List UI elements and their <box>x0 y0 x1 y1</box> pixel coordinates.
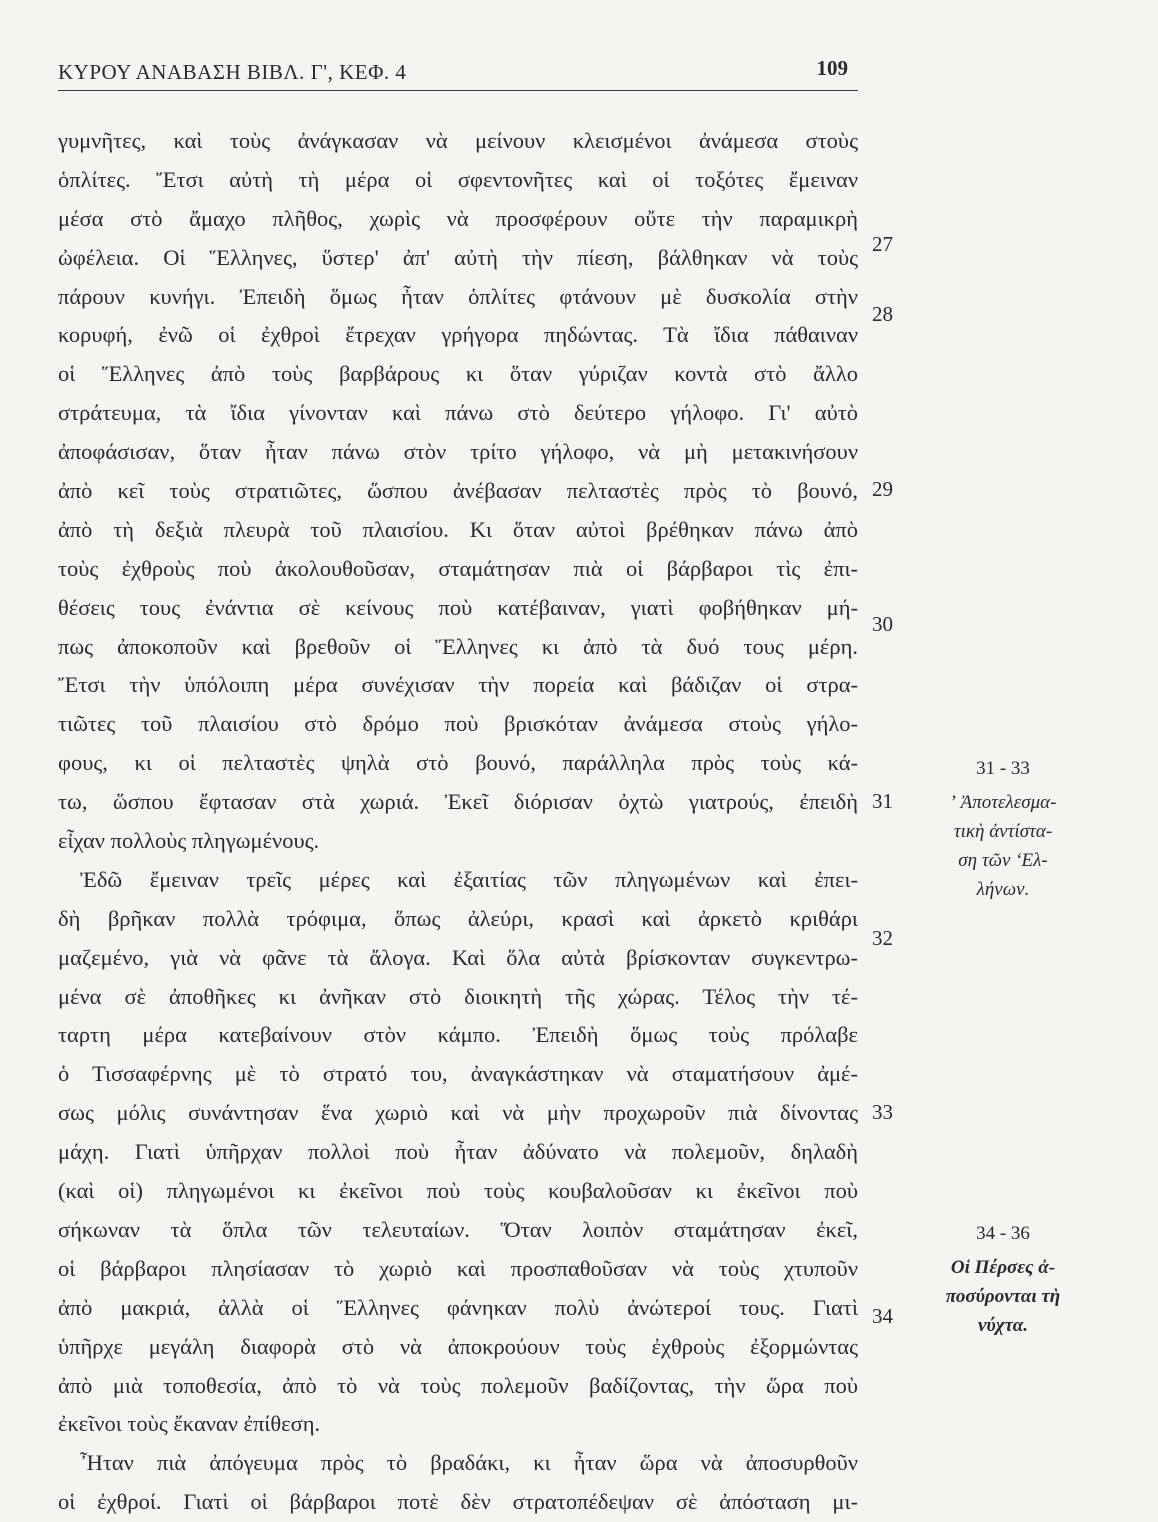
line-number: 33 <box>872 1100 893 1124</box>
line-number: 29 <box>872 477 893 501</box>
text-line: ὑπῆρχε μεγάλη διαφορὰ στὸ νὰ ἀποκρούουν τοὺς ἐχθροὺς ἐξορμώντας <box>58 1333 858 1359</box>
main-text <box>58 122 858 1522</box>
text-line: ἀπὸ τὴ δεξιὰ πλευρὰ τοῦ πλαισίου. Κι ὅταν αὐτοὶ βρέθηκαν πάνω ἀπὸ <box>58 516 858 542</box>
text-line: πως ἀποκοποῦν καὶ βρεθοῦν οἱ Ἕλληνες κι ἀπὸ τὰ δυό τους μέρη. <box>58 633 858 659</box>
text-line: πάρουν κυνήγι. Ἐπειδὴ ὅμως ἦταν ὁπλίτες φτάνουν μὲ δυσκολία στὴν <box>58 283 858 309</box>
text-line: οἱ βάρβαροι πλησίασαν τὸ χωριὸ καὶ προσπαθοῦσαν νὰ τοὺς χτυποῦν <box>58 1255 858 1281</box>
text-line: ἀπὸ μιὰ τοποθεσία, ἀπὸ τὸ νὰ τοὺς πολεμοῦν βαδίζοντας, τὴν ὥρα ποὺ <box>58 1372 858 1398</box>
line-number: 34 <box>872 1304 893 1328</box>
line-number: 27 <box>872 232 893 256</box>
text-line: ὁπλίτες. Ἔτσι αὐτὴ τὴ μέρα οἱ σφεντονῆτες καὶ οἱ τοξότες ἔμειναν <box>58 166 858 192</box>
text-line: ἐκεῖνοι τοὺς ἔκαναν ἐπίθεση. <box>58 1411 321 1437</box>
line-number: 28 <box>872 302 893 326</box>
text-line: Ἐδῶ ἔμειναν τρεῖς μέρες καὶ ἐξαιτίας τῶν πληγωμένων καὶ ἐπει- <box>80 866 858 892</box>
text-line: δὴ βρῆκαν πολλὰ τρόφιμα, ὅπως ἀλεύρι, κρασὶ καὶ ἀρκετὸ κριθάρι <box>58 905 858 931</box>
running-title: ΚΥΡΟΥ ΑΝΑΒΑΣΗ ΒΙΒΛ. Γ', ΚΕΦ. 4 <box>58 60 407 84</box>
margin-note-gloss: νύχτα. <box>978 1315 1028 1336</box>
text-line: τω, ὥσπου ἔφτασαν στὰ χωριά. Ἐκεῖ διόρισαν ὀχτὼ γιατρούς, ἐπειδὴ <box>58 789 858 815</box>
text-line: Ἔτσι τὴν ὑπόλοιπη μέρα συνέχισαν τὴν πορεία καὶ βάδιζαν οἱ στρα- <box>58 672 858 698</box>
text-line: ὠφέλεια. Οἱ Ἕλληνες, ὕστερ' ἀπ' αὐτὴ τὴν πίεση, βάλθηκαν νὰ τοὺς <box>58 244 858 270</box>
text-line: μαζεμένο, γιὰ νὰ φᾶνε τὰ ἄλογα. Καὶ ὅλα αὐτὰ βρίσκονταν συγκεντρω- <box>58 944 858 970</box>
page-number: 109 <box>816 56 848 80</box>
line-number: 32 <box>872 926 893 950</box>
text-line: ταρτη μέρα κατεβαίνουν στὸν κάμπο. Ἐπειδὴ ὅμως τοὺς πρόλαβε <box>58 1022 858 1048</box>
margin-note-gloss: τικὴ ἀντίστα- <box>953 821 1053 842</box>
text-line: οἱ Ἕλληνες ἀπὸ τοὺς βαρβάρους κι ὅταν γύριζαν κοντὰ στὸ ἄλλο <box>58 361 858 387</box>
text-line: ὁ Τισσαφέρνης μὲ τὸ στρατό του, ἀναγκάστηκαν νὰ σταματήσουν ἀμέ- <box>58 1061 858 1087</box>
margin-note-gloss: Οἱ Πέρσες ἀ- <box>950 1257 1056 1278</box>
text-line: τιῶτες τοῦ πλαισίου στὸ δρόμο ποὺ βρισκόταν ἀνάμεσα στοὺς γήλο- <box>58 711 858 737</box>
margin-note-gloss: ση τῶν ʻΕλ- <box>958 850 1048 871</box>
line-number: 31 <box>872 789 893 813</box>
margin-note <box>928 1223 1078 1340</box>
text-line: Ἦταν πιὰ ἀπόγευμα πρὸς τὸ βραδάκι, κι ἦταν ὥρα νὰ ἀποσυρθοῦν <box>80 1450 858 1476</box>
text-line: κορυφή, ἐνῶ οἱ ἐχθροὶ ἔτρεχαν γρήγορα πηδώντας. Τὰ ἴδια πάθαιναν <box>58 322 858 348</box>
text-line: οἱ ἐχθροί. Γιατὶ οἱ βάρβαροι ποτὲ δὲν στρατοπέδεψαν σὲ ἀπόσταση μι- <box>58 1489 858 1515</box>
text-line: στράτευμα, τὰ ἴδια γίνονταν καὶ πάνω στὸ δεύτερο γήλοφο. Γι' αὐτὸ <box>58 400 858 426</box>
margin-note <box>928 758 1078 904</box>
text-line: θέσεις τους ἐνάντια σὲ κείνους ποὺ κατέβαιναν, γιατὶ φοβήθηκαν μή- <box>58 594 858 620</box>
margin-note-range: 34 - 36 <box>976 1223 1030 1244</box>
margin-note-gloss: ʼ Ἀποτελεσμα- <box>949 792 1057 813</box>
text-line: φους, κι οἱ πελταστὲς ψηλὰ στὸ βουνό, παράλληλα πρὸς τοὺς κά- <box>58 750 858 776</box>
text-line: τοὺς ἐχθροὺς ποὺ ἀκολουθοῦσαν, σταμάτησαν πιὰ οἱ βάρβαροι τὶς ἐπι- <box>58 555 858 581</box>
text-line: (καὶ οἱ) πληγωμένοι κι ἐκεῖνοι ποὺ τοὺς κουβαλοῦσαν κι ἐκεῖνοι ποὺ <box>58 1178 858 1204</box>
text-line: μάχη. Γιατὶ ὑπῆρχαν πολλοὶ ποὺ ἦταν ἀδύνατο νὰ πολεμοῦν, δηλαδὴ <box>58 1139 858 1165</box>
margin-note-gloss: λήνων. <box>976 879 1030 900</box>
page-header <box>58 56 858 91</box>
text-line: γυμνῆτες, καὶ τοὺς ἀνάγκασαν νὰ μείνουν κλεισμένοι ἀνάμεσα στοὺς <box>58 128 858 153</box>
text-line: ἀποφάσισαν, ὅταν ἦταν πάνω στὸν τρίτο γήλοφο, νὰ μὴ μετακινήσουν <box>58 439 858 465</box>
text-line: ἀπὸ μακριά, ἀλλὰ οἱ Ἕλληνες φάνηκαν πολὺ ἀνώτεροί τους. Γιατὶ <box>58 1294 858 1320</box>
text-line: μένα σὲ ἀποθῆκες κι ἀνῆκαν στὸ διοικητὴ τῆς χώρας. Τέλος τὴν τέ- <box>58 983 858 1009</box>
text-line: ἀπὸ κεῖ τοὺς στρατιῶτες, ὥσπου ἀνέβασαν πελταστὲς πρὸς τὸ βουνό, <box>58 478 858 504</box>
text-line: σήκωναν τὰ ὅπλα τῶν τελευταίων. Ὅταν λοιπὸν σταμάτησαν ἐκεῖ, <box>58 1216 858 1242</box>
line-number: 30 <box>872 612 893 636</box>
margin-note-gloss: ποσύρονται τὴ <box>945 1286 1061 1307</box>
margin-note-range: 31 - 33 <box>976 758 1030 779</box>
text-line: σως μόλις συνάντησαν ἕνα χωριὸ καὶ νὰ μὴν προχωροῦν πιὰ δίνοντας <box>58 1100 858 1126</box>
text-line: εἶχαν πολλοὺς πληγωμένους. <box>58 828 320 854</box>
text-line: μέσα στὸ ἄμαχο πλῆθος, χωρὶς νὰ προσφέρουν οὔτε τὴν παραμικρὴ <box>58 205 858 231</box>
